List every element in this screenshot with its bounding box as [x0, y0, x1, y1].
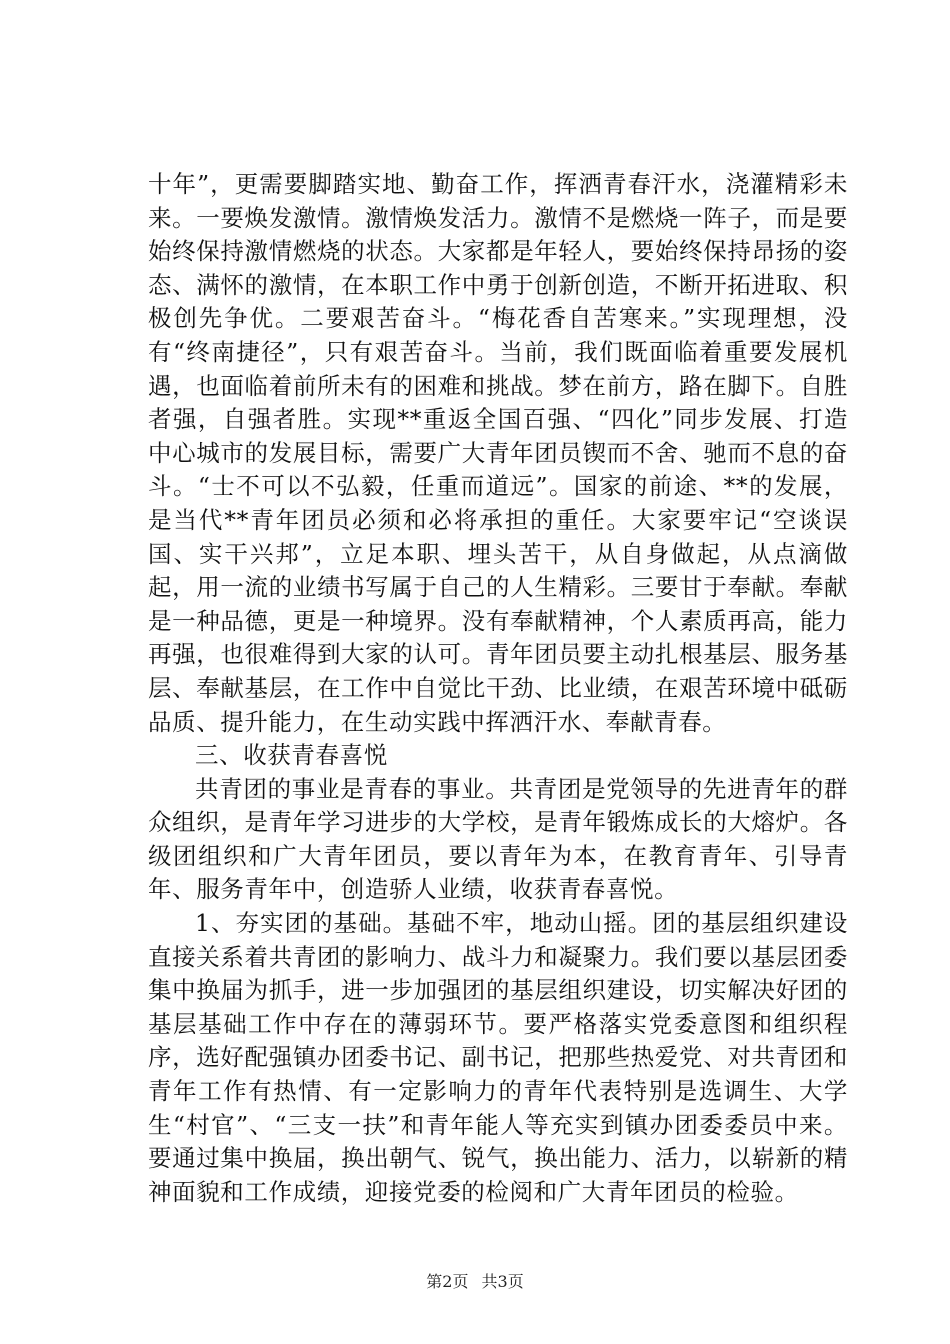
- paragraph-intro: 共青团的事业是青春的事业。共青团是党领导的先进青年的群众组织，是青年学习进步的大学校，是青年锻炼成长的大熔炉。各级团组织和广大青年团员，要以青年为本，在教育青年、引导青年、服务青年中，创造骄人业绩，收获青春喜悦。: [148, 774, 848, 904]
- page-total: 共3页: [481, 1272, 524, 1291]
- section-heading: 三、收获青春喜悦: [195, 741, 388, 770]
- paragraph-item-1: 1、夯实团的基础。基础不牢，地动山摇。团的基层组织建设直接关系着共青团的影响力、战斗力和凝聚力。我们要以基层团委集中换届为抓手，进一步加强团的基层组织建设，切实解决好团的基层基础工作中存在的薄弱环节。要严格落实党委意图和组织程序，选好配强镇办团委书记、副书记，把那些热爱党、对共青团和青年工作有热情、有一定影响力的青年代表特别是选调生、大学生“村官”、“三支一扶”和青年能人等充实到镇办团委委员中来。要通过集中换届，换出朝气、锐气，换出能力、活力，以崭新的精神面貌和工作成绩，迎接党委的检阅和广大青年团员的检验。: [148, 909, 848, 1206]
- page-footer: [0, 1272, 950, 1292]
- page-number: 第2页: [426, 1272, 469, 1291]
- document-body: [148, 168, 848, 1209]
- paragraph-continuation: 十年”，更需要脚踏实地、勤奋工作，挥洒青春汗水，浇灌精彩未来。一要焕发激情。激情焕发活力。激情不是燃烧一阵子，而是要始终保持激情燃烧的状态。大家都是年轻人，要始终保持昂扬的姿态、满怀的激情，在本职工作中勇于创新创造，不断开拓进取、积极创先争优。二要艰苦奋斗。“梅花香自苦寒来。”实现理想，没有“终南捷径”，只有艰苦奋斗。当前，我们既面临着重要发展机遇，也面临着前所未有的困难和挑战。梦在前方，路在脚下。自胜者强，自强者胜。实现**重返全国百强、“四化”同步发展、打造中心城市的发展目标，需要广大青年团员锲而不舍、驰而不息的奋斗。“士不可以不弘毅，任重而道远”。国家的前途、**的发展，是当代**青年团员必须和必将承担的重任。大家要牢记“空谈误国、实干兴邦”，立足本职、埋头苦干，从自身做起，从点滴做起，用一流的业绩书写属于自己的人生精彩。三要甘于奉献。奉献是一种品德，更是一种境界。没有奉献精神，个人素质再高，能力再强，也很难得到大家的认可。青年团员要主动扎根基层、服务基层、奉献基层，在工作中自觉比干劲、比业绩，在艰苦环境中砥砺品质、提升能力，在生动实践中挥洒汗水、奉献青春。: [148, 170, 848, 736]
